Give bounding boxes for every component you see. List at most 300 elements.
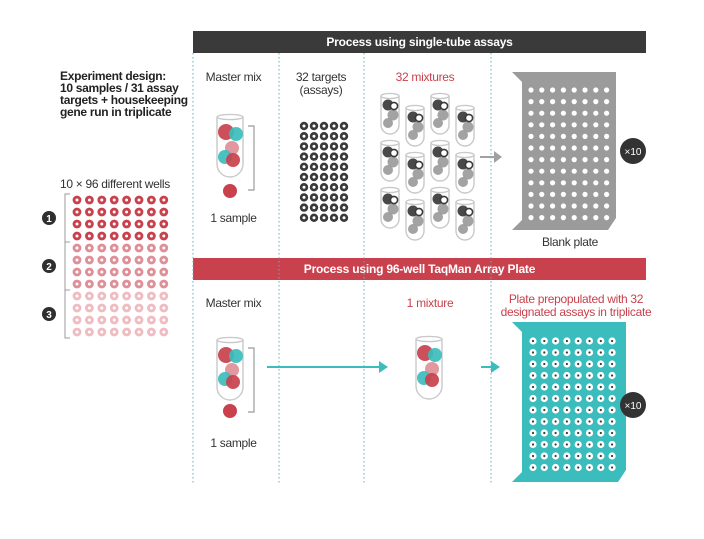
blank-plate-well — [572, 203, 577, 208]
target-center — [303, 186, 306, 189]
blank-plate-well — [539, 169, 544, 174]
well-center — [88, 271, 91, 274]
array-plate-assay — [555, 409, 557, 411]
wells-label: 10 × 96 different wells — [60, 177, 170, 191]
blank-plate-well — [572, 192, 577, 197]
array-plate-banner: Process using 96-well TaqMan Array Plate — [193, 258, 646, 280]
well-center — [125, 331, 128, 334]
array-plate-assay — [588, 432, 590, 434]
array-plate-assay — [555, 351, 557, 353]
target-center — [313, 135, 316, 138]
reagent-ball — [226, 375, 240, 389]
assay-marker — [465, 114, 472, 121]
tube-rim — [456, 152, 474, 157]
well-center — [100, 307, 103, 310]
array-plate-assay — [600, 363, 602, 365]
well-center — [162, 319, 165, 322]
well-grid-3 — [42, 290, 168, 338]
top-sample-label: 1 sample — [210, 211, 257, 225]
blank-plate-well — [561, 111, 566, 116]
well-center — [88, 211, 91, 214]
array-plate-assay — [611, 397, 613, 399]
well-center — [125, 283, 128, 286]
well-center — [150, 319, 153, 322]
blank-plate-well — [539, 134, 544, 139]
target-center — [343, 216, 346, 219]
experiment-line-2: targets + housekeeping — [60, 93, 188, 107]
well-center — [76, 247, 79, 250]
well-center — [88, 235, 91, 238]
target-center — [333, 125, 336, 128]
assay-marker — [390, 196, 397, 203]
reagent-ball — [433, 165, 443, 175]
blank-plate — [512, 72, 616, 230]
bottom-multiplier-text: ×10 — [624, 401, 642, 412]
blank-plate-well — [528, 99, 533, 104]
well-center — [113, 211, 116, 214]
array-plate-assay — [555, 420, 557, 422]
target-center — [303, 145, 306, 148]
well-center — [113, 331, 116, 334]
well-center — [150, 247, 153, 250]
well-center — [76, 235, 79, 238]
array-plate-assay — [588, 351, 590, 353]
group-bracket — [65, 242, 70, 290]
blank-plate-well — [528, 180, 533, 185]
array-plate-assay — [566, 443, 568, 445]
mixture-tube — [431, 187, 449, 228]
well-center — [113, 307, 116, 310]
array-plate-assay — [577, 409, 579, 411]
target-center — [313, 165, 316, 168]
target-center — [303, 196, 306, 199]
well-center — [125, 259, 128, 262]
array-plate-assay — [577, 386, 579, 388]
array-plate-assay — [555, 386, 557, 388]
target-center — [303, 165, 306, 168]
assay-marker — [415, 114, 422, 121]
reagent-ball — [383, 118, 393, 128]
well-center — [138, 247, 141, 250]
blank-plate-well — [539, 215, 544, 220]
array-plate-assay — [600, 386, 602, 388]
well-center — [150, 331, 153, 334]
blank-plate-well — [539, 180, 544, 185]
mixture-tube — [381, 140, 399, 181]
blank-plate-well — [539, 122, 544, 127]
blank-plate-well — [561, 99, 566, 104]
blank-plate-well — [572, 157, 577, 162]
array-plate-assay — [588, 409, 590, 411]
blank-plate-well — [528, 134, 533, 139]
target-center — [333, 196, 336, 199]
blank-plate-well — [582, 99, 587, 104]
well-center — [113, 223, 116, 226]
assay-marker — [390, 149, 397, 156]
array-plate-assay — [600, 374, 602, 376]
reagent-ball — [229, 349, 243, 363]
mixture-tube — [431, 140, 449, 181]
group-number: 3 — [46, 310, 52, 321]
blank-plate-well — [539, 192, 544, 197]
top-master-mix-label: Master mix — [205, 70, 262, 84]
well-center — [138, 283, 141, 286]
array-plate-assay — [577, 455, 579, 457]
target-center — [333, 216, 336, 219]
reagent-ball — [433, 118, 443, 128]
well-center — [76, 319, 79, 322]
array-plate-assay — [611, 409, 613, 411]
well-center — [113, 199, 116, 202]
well-center — [125, 271, 128, 274]
blank-plate-well — [528, 157, 533, 162]
well-center — [76, 271, 79, 274]
reagent-ball — [408, 177, 418, 187]
well-center — [76, 199, 79, 202]
array-plate-assay — [555, 455, 557, 457]
target-center — [303, 216, 306, 219]
blank-plate-well — [528, 145, 533, 150]
well-center — [88, 307, 91, 310]
mixture-tube — [381, 93, 399, 134]
array-plate-assay — [543, 409, 545, 411]
target-center — [343, 155, 346, 158]
well-center — [76, 295, 79, 298]
target-center — [313, 206, 316, 209]
tube-rim — [456, 199, 474, 204]
group-number: 2 — [46, 262, 52, 273]
blank-plate-well — [593, 180, 598, 185]
well-center — [150, 235, 153, 238]
array-plate-assay — [543, 466, 545, 468]
array-plate-assay — [600, 397, 602, 399]
target-center — [323, 135, 326, 138]
array-plate-assay — [577, 432, 579, 434]
array-plate-assay — [532, 363, 534, 365]
array-plate-assay — [588, 397, 590, 399]
blank-plate-well — [582, 203, 587, 208]
experiment-line-1: 10 samples / 31 assay — [60, 81, 179, 95]
array-plate-assay — [577, 340, 579, 342]
one-mixture-label: 1 mixture — [406, 296, 454, 310]
tube-rim — [431, 93, 449, 98]
blank-plate-well — [604, 111, 609, 116]
target-center — [343, 135, 346, 138]
blank-plate-well — [593, 111, 598, 116]
assay-marker — [390, 102, 397, 109]
well-center — [125, 295, 128, 298]
tube-rim — [431, 187, 449, 192]
reagent-ball — [458, 177, 468, 187]
blank-plate-well — [593, 169, 598, 174]
blank-plate-well — [539, 99, 544, 104]
blank-plate-well — [550, 192, 555, 197]
bottom-arrow-head — [379, 361, 388, 373]
blank-plate-well — [550, 87, 555, 92]
target-center — [303, 176, 306, 179]
single-tube-banner: Process using single-tube assays — [193, 31, 646, 53]
blank-plate-well — [593, 87, 598, 92]
array-plate-assay — [600, 340, 602, 342]
target-center — [333, 165, 336, 168]
array-plate-assay — [611, 351, 613, 353]
prepopulated-label-2: designated assays in triplicate — [500, 305, 652, 319]
reagent-ball — [433, 212, 443, 222]
prepopulated-label-1: Plate prepopulated with 32 — [508, 292, 644, 306]
well-center — [125, 223, 128, 226]
blank-plate-well — [572, 169, 577, 174]
well-center — [100, 247, 103, 250]
blank-plate-well — [604, 157, 609, 162]
well-center — [88, 247, 91, 250]
array-plate-assay — [588, 466, 590, 468]
array-plate-assay — [532, 351, 534, 353]
array-plate-assay — [611, 455, 613, 457]
reagent-ball — [408, 224, 418, 234]
well-center — [76, 211, 79, 214]
blank-plate-well — [550, 122, 555, 127]
target-center — [323, 125, 326, 128]
well-center — [125, 319, 128, 322]
blank-plate-well — [604, 99, 609, 104]
array-plate-assay — [532, 420, 534, 422]
blank-plate-well — [561, 87, 566, 92]
well-center — [113, 319, 116, 322]
target-center — [333, 186, 336, 189]
well-center — [162, 307, 165, 310]
blank-plate-well — [550, 169, 555, 174]
array-plate-assay — [543, 374, 545, 376]
well-center — [125, 307, 128, 310]
blank-plate-well — [582, 134, 587, 139]
mixture-tube — [406, 199, 424, 240]
well-center — [125, 247, 128, 250]
tube-rim — [406, 152, 424, 157]
blank-plate-well — [593, 99, 598, 104]
array-plate-assay — [611, 386, 613, 388]
well-center — [76, 307, 79, 310]
array-plate-assay — [566, 432, 568, 434]
blank-plate-well — [561, 122, 566, 127]
array-plate-assay — [588, 363, 590, 365]
array-plate-assay — [611, 443, 613, 445]
well-center — [125, 199, 128, 202]
well-center — [113, 259, 116, 262]
targets-grid — [300, 122, 348, 222]
blank-plate-well — [593, 145, 598, 150]
reagent-ball — [458, 224, 468, 234]
target-center — [323, 216, 326, 219]
target-center — [333, 135, 336, 138]
group-number: 1 — [46, 214, 52, 225]
mixture-tube — [406, 152, 424, 193]
array-plate-assay — [600, 432, 602, 434]
assay-marker — [440, 149, 447, 156]
array-plate-assay — [600, 420, 602, 422]
reagent-ball — [229, 127, 243, 141]
target-center — [323, 206, 326, 209]
blank-plate-well — [550, 145, 555, 150]
well-center — [100, 259, 103, 262]
blank-plate-well — [539, 111, 544, 116]
well-center — [162, 235, 165, 238]
blank-plate-well — [604, 180, 609, 185]
well-center — [138, 271, 141, 274]
array-plate-assay — [600, 443, 602, 445]
experiment-title: Experiment design: — [60, 69, 166, 83]
bottom-master-mix-label: Master mix — [205, 296, 262, 310]
target-center — [303, 206, 306, 209]
blank-plate-well — [528, 111, 533, 116]
blank-plate-well — [572, 122, 577, 127]
blank-plate-well — [604, 122, 609, 127]
group-bracket — [65, 290, 70, 338]
well-center — [150, 199, 153, 202]
target-center — [313, 196, 316, 199]
array-plate-assay — [588, 443, 590, 445]
array-plate-assay — [555, 340, 557, 342]
well-center — [138, 235, 141, 238]
blank-plate-well — [604, 215, 609, 220]
well-center — [88, 295, 91, 298]
bottom-tube-bracket — [248, 348, 254, 412]
array-plate-assay — [566, 363, 568, 365]
array-plate-assay — [555, 397, 557, 399]
target-center — [333, 176, 336, 179]
array-plate-assay — [600, 351, 602, 353]
assay-marker — [415, 208, 422, 215]
blank-plate-well — [572, 99, 577, 104]
well-center — [100, 199, 103, 202]
array-plate-assay — [566, 351, 568, 353]
blank-plate-well — [561, 192, 566, 197]
blank-plate-well — [593, 134, 598, 139]
target-center — [333, 206, 336, 209]
well-center — [138, 211, 141, 214]
well-center — [100, 235, 103, 238]
well-center — [88, 319, 91, 322]
well-grid-1 — [42, 194, 168, 242]
group-bracket — [65, 194, 70, 242]
well-center — [88, 223, 91, 226]
well-center — [76, 283, 79, 286]
blank-plate-well — [550, 157, 555, 162]
target-center — [323, 155, 326, 158]
one-mixture-tube — [416, 336, 442, 399]
array-plate-assay — [588, 386, 590, 388]
array-plate-assay — [532, 443, 534, 445]
array-plate-assay — [532, 340, 534, 342]
array-plate-assay — [577, 363, 579, 365]
array-plate-assay — [566, 409, 568, 411]
blank-plate-well — [604, 203, 609, 208]
well-center — [162, 283, 165, 286]
well-center — [100, 295, 103, 298]
blank-plate-well — [604, 87, 609, 92]
well-center — [100, 271, 103, 274]
blank-plate-well — [539, 157, 544, 162]
target-center — [313, 155, 316, 158]
array-plate-assay — [588, 374, 590, 376]
well-center — [100, 223, 103, 226]
blank-plate-well — [582, 87, 587, 92]
target-center — [343, 186, 346, 189]
target-center — [313, 125, 316, 128]
target-center — [333, 145, 336, 148]
blank-plate-well — [561, 215, 566, 220]
target-center — [313, 176, 316, 179]
array-plate-assay — [566, 386, 568, 388]
array-plate-assay — [566, 455, 568, 457]
blank-plate-well — [572, 180, 577, 185]
blank-plate-well — [561, 134, 566, 139]
blank-plate-well — [550, 180, 555, 185]
blank-plate-well — [528, 203, 533, 208]
top-master-tube — [217, 114, 243, 177]
tube-rim — [406, 105, 424, 110]
array-plate-assay — [532, 466, 534, 468]
array-plate-assay — [532, 397, 534, 399]
array-plate-assay — [543, 386, 545, 388]
bottom-sample-label: 1 sample — [210, 436, 257, 450]
blank-plate-well — [550, 134, 555, 139]
blank-plate-well — [561, 180, 566, 185]
blank-plate-well — [528, 169, 533, 174]
array-plate-assay — [577, 420, 579, 422]
well-center — [162, 271, 165, 274]
array-plate-assay — [543, 363, 545, 365]
array-plate-assay — [588, 340, 590, 342]
blank-plate-well — [561, 145, 566, 150]
blank-plate-label: Blank plate — [541, 235, 599, 249]
array-plate-assay — [588, 455, 590, 457]
array-plate-assay — [532, 455, 534, 457]
well-center — [138, 307, 141, 310]
top-tube-bracket — [248, 126, 254, 190]
tube-rim — [416, 336, 442, 341]
array-plate-assay — [543, 455, 545, 457]
blank-plate-well — [604, 192, 609, 197]
array-plate-assay — [566, 397, 568, 399]
blank-plate-well — [604, 134, 609, 139]
well-center — [88, 331, 91, 334]
target-center — [323, 186, 326, 189]
well-center — [150, 295, 153, 298]
array-plate-assay — [611, 363, 613, 365]
blank-plate-well — [582, 145, 587, 150]
target-center — [323, 176, 326, 179]
well-center — [150, 211, 153, 214]
blank-plate-well — [561, 169, 566, 174]
assay-marker — [440, 196, 447, 203]
blank-plate-well — [582, 111, 587, 116]
blank-plate-well — [572, 111, 577, 116]
array-plate-assay — [577, 374, 579, 376]
array-plate-assay — [600, 455, 602, 457]
array-plate-assay — [600, 466, 602, 468]
array-plate-assay — [532, 386, 534, 388]
tube-rim — [406, 199, 424, 204]
array-plate-assay — [611, 432, 613, 434]
well-center — [138, 223, 141, 226]
targets-label-2: (assays) — [299, 83, 343, 97]
plate-arrow-head — [491, 361, 500, 373]
mixture-tube — [456, 152, 474, 193]
target-center — [303, 155, 306, 158]
target-center — [313, 186, 316, 189]
blank-plate-well — [528, 192, 533, 197]
well-center — [125, 211, 128, 214]
